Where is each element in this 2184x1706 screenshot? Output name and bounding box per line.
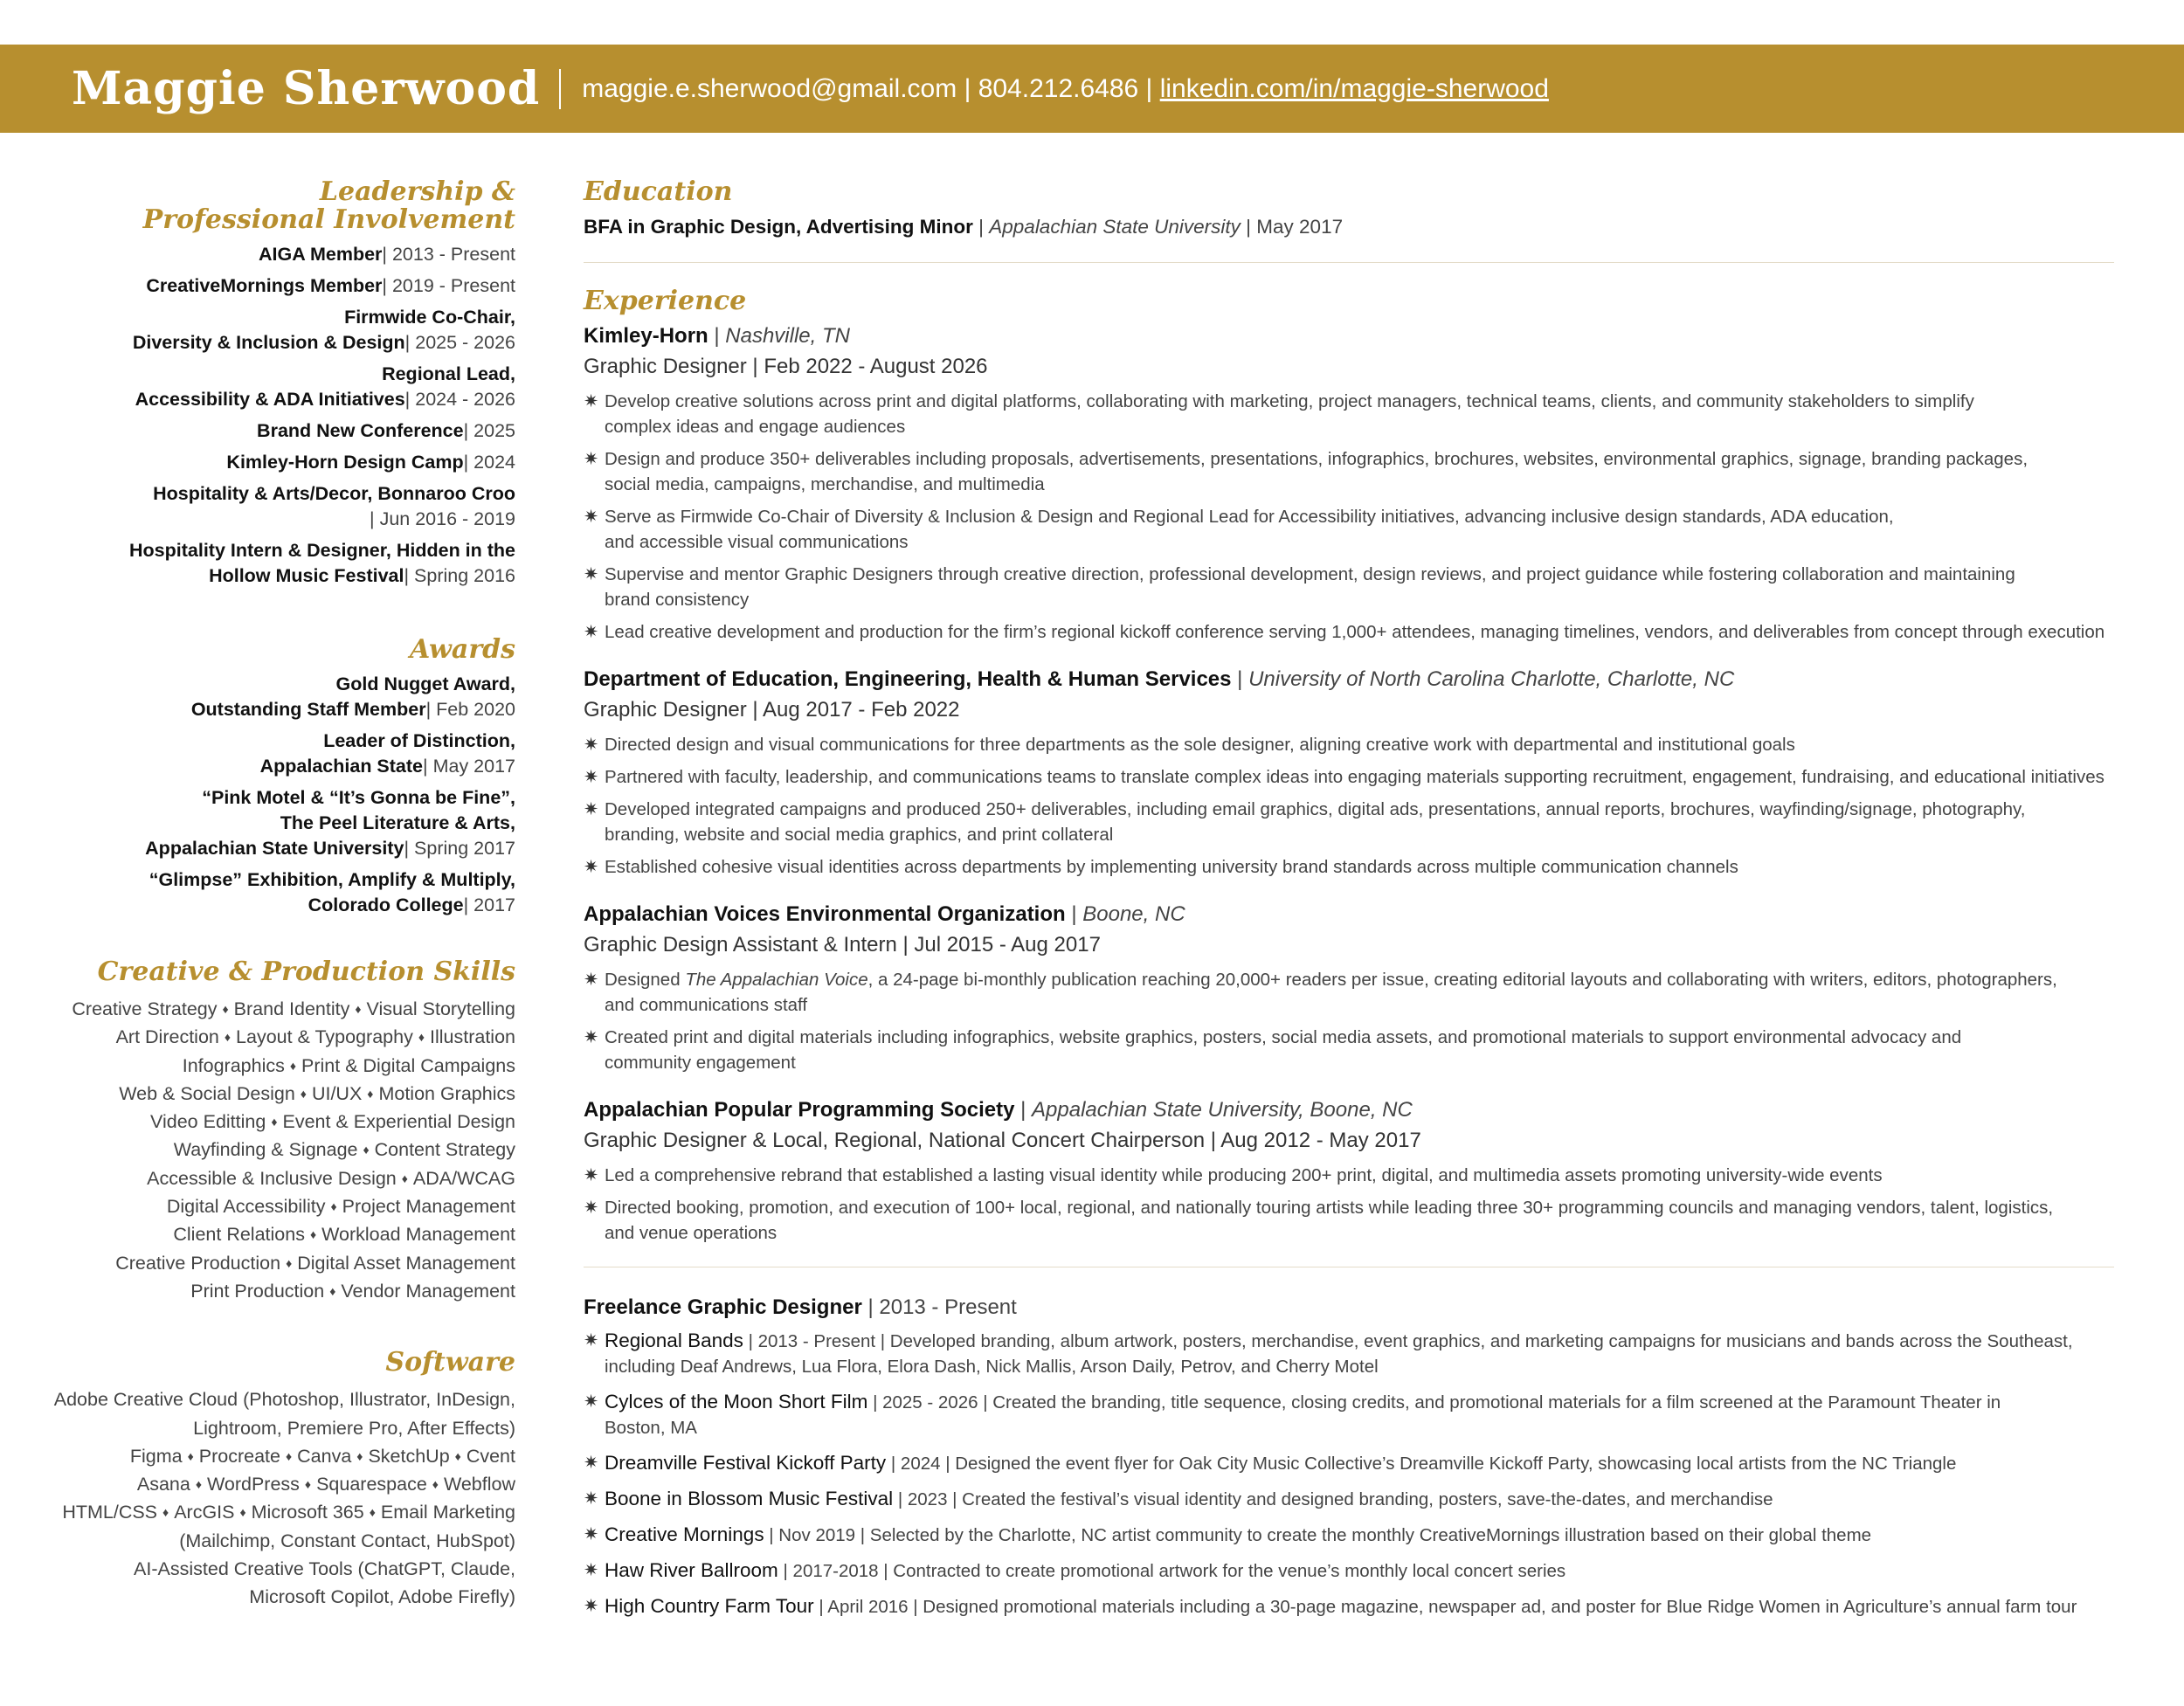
diamond-icon: ♦ bbox=[224, 1030, 232, 1045]
star-bullet-icon: ✷ bbox=[584, 622, 599, 642]
award-date: | 2017 bbox=[463, 894, 515, 915]
freelance-client: Regional Bands bbox=[605, 1330, 743, 1351]
skill-entry: Digital Asset Management bbox=[297, 1252, 515, 1274]
software-entry: Procreate bbox=[198, 1445, 280, 1467]
skill-line bbox=[35, 995, 515, 1023]
leadership-item-date: | 2024 bbox=[463, 452, 515, 473]
diamond-icon: ♦ bbox=[369, 1505, 376, 1520]
freelance-client-wrap bbox=[605, 1331, 749, 1351]
skill-line bbox=[35, 1277, 515, 1305]
star-bullet-icon: ✷ bbox=[584, 1524, 599, 1544]
software-line bbox=[35, 1414, 515, 1442]
award-title-line: Colorado College bbox=[308, 894, 464, 915]
freelance-client-wrap bbox=[605, 1454, 891, 1474]
skill-line bbox=[35, 1249, 515, 1277]
leadership-item-date: | 2025 bbox=[463, 420, 515, 441]
skill-entry: Brand Identity bbox=[233, 998, 350, 1019]
leadership-item bbox=[35, 538, 515, 589]
leadership-item bbox=[35, 450, 515, 475]
skill-line bbox=[35, 1108, 515, 1136]
award-title-line: Leader of Distinction, bbox=[323, 730, 515, 751]
software-line bbox=[35, 1583, 515, 1611]
bullet-text: Supervise and mentor Graphic Designers through creative direction, professional development, design reviews, and project guidance while fostering collaboration and maintaining bbox=[605, 564, 2015, 584]
leadership-list bbox=[35, 242, 515, 589]
job-dates: Aug 2012 - May 2017 bbox=[1220, 1129, 1421, 1152]
education-section bbox=[584, 178, 2114, 241]
award-title-line: The Peel Literature & Arts, bbox=[280, 812, 515, 833]
leadership-item bbox=[35, 305, 515, 356]
job-dates: Feb 2022 - August 2026 bbox=[764, 355, 988, 378]
bullet-item bbox=[584, 619, 2114, 645]
star-bullet-icon: ✷ bbox=[584, 1596, 599, 1616]
star-bullet-icon: ✷ bbox=[584, 1165, 599, 1185]
software-line bbox=[35, 1527, 515, 1555]
bullet-text-2: brand consistency bbox=[605, 590, 750, 610]
bullet-item bbox=[584, 1328, 2114, 1379]
job-entry bbox=[584, 899, 2114, 1075]
job-role-line bbox=[584, 351, 2114, 382]
bullet-text: Developed integrated campaigns and produced 250+ deliverables, including email graphics, digital ads, presentations, annual reports, brochures, wayfinding/signage, photography, bbox=[605, 799, 2026, 819]
header-divider bbox=[559, 69, 561, 109]
education-title: Education bbox=[584, 176, 733, 207]
bullet-item bbox=[584, 504, 2114, 555]
bullet-item bbox=[584, 389, 2114, 439]
job-org: Department of Education, Engineering, Health & Human Services bbox=[584, 667, 1232, 691]
diamond-icon: ♦ bbox=[289, 1058, 297, 1073]
star-bullet-icon: ✷ bbox=[584, 767, 599, 787]
star-bullet-icon: ✷ bbox=[584, 564, 599, 584]
bullet-text: Develop creative solutions across print and digital platforms, collaborating with marketing, project managers, technical teams, clients, and community stakeholders to simplify bbox=[605, 391, 1974, 411]
software-entry: Email Marketing bbox=[380, 1502, 515, 1523]
bullet-item bbox=[584, 1025, 2114, 1075]
bullet-text-2: branding, website and social media graphics, and print collateral bbox=[605, 825, 1114, 845]
education-date: May 2017 bbox=[1256, 216, 1344, 238]
bullet-text: Lead creative development and production for the firm’s regional kickoff conference serving 1,000+ attendees, managing timelines, vendors, and deliverables from concept through execution bbox=[605, 622, 2105, 642]
job-separator: | bbox=[746, 355, 764, 378]
bullet-text: | 2023 | Created the festival’s visual identity and designed branding, posters, save-the-dates, and merchandise bbox=[897, 1489, 1773, 1509]
bullet-text-2: community engagement bbox=[605, 1053, 796, 1073]
bullet-item bbox=[584, 1486, 2114, 1512]
freelance-client-wrap bbox=[605, 1392, 873, 1412]
bullet-item bbox=[584, 562, 2114, 612]
diamond-icon: ♦ bbox=[239, 1505, 246, 1520]
star-bullet-icon: ✷ bbox=[584, 1453, 599, 1473]
diamond-icon: ♦ bbox=[304, 1477, 312, 1492]
bullet-text: Serve as Firmwide Co-Chair of Diversity & Inclusion & Design and Regional Lead for Accessibility initiatives, advancing inclusive design standards, ADA education, bbox=[605, 507, 1894, 527]
job-org: Kimley-Horn bbox=[584, 324, 708, 348]
skill-entry: Visual Storytelling bbox=[366, 998, 515, 1019]
awards-title: Awards bbox=[410, 634, 515, 665]
bullet-item bbox=[584, 1450, 2114, 1476]
software-entry: Lightroom, Premiere Pro, After Effects) bbox=[193, 1417, 515, 1439]
diamond-icon: ♦ bbox=[286, 1255, 293, 1270]
leadership-item-title: Brand New Conference bbox=[257, 420, 464, 441]
skills-list bbox=[35, 995, 515, 1305]
software-entry: (Mailchimp, Constant Contact, HubSpot) bbox=[179, 1530, 515, 1551]
publication-title: The Appalachian Voice bbox=[685, 970, 868, 990]
diamond-icon: ♦ bbox=[162, 1505, 169, 1520]
bullet-text-2: and accessible visual communications bbox=[605, 532, 909, 552]
star-bullet-icon: ✷ bbox=[584, 1027, 599, 1047]
skill-entry: Project Management bbox=[342, 1196, 515, 1218]
experience-title: Experience bbox=[584, 286, 747, 316]
award-item bbox=[35, 729, 515, 779]
education-entry: BFA in Graphic Design, Advertising Minor | Appalachian State University | May 2017 bbox=[584, 216, 1344, 238]
job-separator: | bbox=[708, 324, 726, 348]
freelance-client: High Country Farm Tour bbox=[605, 1595, 814, 1617]
job-location: Boone, NC bbox=[1082, 902, 1185, 926]
leadership-item-title: AIGA Member bbox=[259, 244, 383, 265]
award-title-line: Outstanding Staff Member bbox=[190, 699, 426, 720]
freelance-client: Dreamville Festival Kickoff Party bbox=[605, 1452, 887, 1474]
award-title-line: “Pink Motel & “It’s Gonna be Fine”, bbox=[202, 787, 515, 808]
software-entry: Microsoft 365 bbox=[251, 1502, 364, 1523]
skill-entry: Print & Digital Campaigns bbox=[301, 1054, 515, 1076]
bullet-text: Created print and digital materials including infographics, website graphics, posters, social media assets, and promotional materials to support environmental advocacy and bbox=[605, 1027, 1962, 1047]
software-line bbox=[35, 1498, 515, 1526]
freelance-client-wrap bbox=[605, 1525, 769, 1545]
leadership-item-title: Firmwide Co-Chair, bbox=[344, 307, 515, 328]
bullet-text-2: Boston, MA bbox=[605, 1418, 697, 1438]
award-item bbox=[35, 867, 515, 918]
skill-line bbox=[35, 1220, 515, 1248]
skill-entry: Content Strategy bbox=[374, 1139, 515, 1161]
leadership-item-title: Kimley-Horn Design Camp bbox=[226, 452, 464, 473]
job-dates: Aug 2017 - Feb 2022 bbox=[763, 698, 960, 722]
job-role: Graphic Designer bbox=[584, 355, 747, 378]
bullet-text: | 2024 | Designed the event flyer for Oak City Music Collective’s Dreamville Kickoff Party, showcasing local artists from the NC Triangle bbox=[890, 1454, 1957, 1474]
diamond-icon: ♦ bbox=[330, 1199, 337, 1214]
leadership-item-title-2: Diversity & Inclusion & Design bbox=[132, 332, 405, 353]
bullet-text: | Nov 2019 | Selected by the Charlotte, NC artist community to create the monthly CreativeMornings illustration based on their global theme bbox=[769, 1525, 1872, 1545]
bullet-item bbox=[584, 854, 2114, 880]
software-entry: Webflow bbox=[443, 1474, 515, 1495]
job-location: Appalachian State University, Boone, NC bbox=[1032, 1098, 1413, 1122]
star-bullet-icon: ✷ bbox=[584, 970, 599, 990]
software-entry: WordPress bbox=[206, 1474, 300, 1495]
skill-entry: Web & Social Design bbox=[119, 1082, 295, 1104]
linkedin-link[interactable]: linkedin.com/in/maggie-sherwood bbox=[1159, 73, 1549, 103]
software-entry: ArcGIS bbox=[174, 1502, 235, 1523]
skill-line bbox=[35, 1023, 515, 1051]
diamond-icon: ♦ bbox=[285, 1448, 293, 1463]
skill-line bbox=[35, 1052, 515, 1080]
diamond-icon: ♦ bbox=[454, 1448, 461, 1463]
bullet-item bbox=[584, 764, 2114, 790]
software-entry: Figma bbox=[129, 1445, 183, 1467]
bullet-text-2: including Deaf Andrews, Lua Flora, Elora Dash, Nick Mallis, Arson Daily, Petrov, and Cherry Motel bbox=[605, 1357, 1379, 1377]
skill-entry: ADA/WCAG bbox=[412, 1167, 515, 1189]
job-header bbox=[584, 664, 2114, 694]
bullet-item bbox=[584, 1522, 2114, 1548]
leadership-item-title-2: Accessibility & ADA Initiatives bbox=[135, 389, 405, 410]
software-line bbox=[35, 1442, 515, 1470]
software-title: Software bbox=[385, 1347, 515, 1378]
software-entry: Asana bbox=[136, 1474, 190, 1495]
award-date: | Feb 2020 bbox=[425, 699, 515, 720]
leadership-item bbox=[35, 481, 515, 532]
diamond-icon: ♦ bbox=[355, 1002, 362, 1016]
award-date: | Spring 2017 bbox=[404, 838, 515, 859]
freelance-section bbox=[584, 1292, 2114, 1620]
skill-line bbox=[35, 1164, 515, 1192]
experience-section bbox=[584, 287, 2114, 1246]
job-separator: | bbox=[1205, 1129, 1221, 1152]
freelance-client-wrap bbox=[605, 1561, 784, 1581]
diamond-icon: ♦ bbox=[300, 1086, 307, 1101]
skill-entry: Event & Experiential Design bbox=[282, 1111, 515, 1133]
software-entry: SketchUp bbox=[368, 1445, 450, 1467]
leadership-title bbox=[35, 178, 515, 234]
star-bullet-icon: ✷ bbox=[584, 449, 599, 469]
skill-entry: Client Relations bbox=[173, 1224, 305, 1246]
diamond-icon: ♦ bbox=[195, 1477, 202, 1492]
award-date: | May 2017 bbox=[423, 756, 515, 777]
skill-entry: Creative Production bbox=[115, 1252, 281, 1274]
leadership-item-date: | 2024 - 2026 bbox=[404, 389, 515, 410]
diamond-icon: ♦ bbox=[356, 1448, 363, 1463]
software-entry: Squarespace bbox=[316, 1474, 427, 1495]
job-location: Nashville, TN bbox=[725, 324, 850, 348]
star-bullet-icon: ✷ bbox=[584, 857, 599, 877]
diamond-icon: ♦ bbox=[309, 1227, 317, 1242]
freelance-client: Boone in Blossom Music Festival bbox=[605, 1488, 894, 1509]
left-column bbox=[35, 178, 515, 1612]
star-bullet-icon: ✷ bbox=[584, 1392, 599, 1412]
skill-entry: Art Direction bbox=[115, 1026, 219, 1048]
bullet-item bbox=[584, 1389, 2114, 1440]
skill-entry: Motion Graphics bbox=[378, 1082, 515, 1104]
diamond-icon: ♦ bbox=[271, 1115, 278, 1129]
job-header bbox=[584, 899, 2114, 929]
leadership-title-line2: Professional Involvement bbox=[142, 204, 515, 235]
bullet-text: | April 2016 | Designed promotional materials including a 30-page magazine, newspaper ad, and poster for Blue Ridge Women in Agriculture’s annual farm tour bbox=[819, 1597, 2077, 1617]
leadership-title-line1: Leadership & bbox=[319, 176, 515, 207]
star-bullet-icon: ✷ bbox=[584, 1330, 599, 1350]
skill-entry: Print Production bbox=[190, 1280, 325, 1302]
job-org: Appalachian Voices Environmental Organization bbox=[584, 902, 1066, 926]
skill-line bbox=[35, 1080, 515, 1108]
leadership-item bbox=[35, 242, 515, 267]
leadership-item-title-2: Hollow Music Festival bbox=[209, 565, 404, 586]
award-item bbox=[35, 785, 515, 861]
degree: BFA in Graphic Design, Advertising Minor bbox=[584, 216, 973, 238]
leadership-item-title: CreativeMornings Member bbox=[146, 275, 383, 296]
job-entry bbox=[584, 664, 2114, 880]
software-line bbox=[35, 1385, 515, 1413]
school: Appalachian State University bbox=[989, 216, 1241, 238]
right-column bbox=[584, 178, 2114, 1620]
software-entry: HTML/CSS bbox=[62, 1502, 158, 1523]
job-separator: | bbox=[1065, 902, 1083, 926]
skill-entry: Infographics bbox=[182, 1054, 285, 1076]
bullet-item bbox=[584, 732, 2114, 757]
award-title-line: Gold Nugget Award, bbox=[335, 673, 515, 694]
skill-entry: Digital Accessibility bbox=[166, 1196, 326, 1218]
job-header bbox=[584, 321, 2114, 351]
star-bullet-icon: ✷ bbox=[584, 507, 599, 527]
software-line bbox=[35, 1470, 515, 1498]
job-separator: | bbox=[1014, 1098, 1033, 1122]
job-separator: | bbox=[1231, 667, 1249, 691]
job-separator: | bbox=[746, 698, 763, 722]
leadership-item-date: | Spring 2016 bbox=[404, 565, 515, 586]
bullet-text-2: social media, campaigns, merchandise, and multimedia bbox=[605, 474, 1045, 494]
diamond-icon: ♦ bbox=[187, 1448, 194, 1463]
bullet-text: | 2025 - 2026 | Created the branding, title sequence, closing credits, and promotional materials for a film screened at the Paramount Theater in bbox=[873, 1392, 2001, 1412]
skill-entry: Vendor Management bbox=[341, 1280, 515, 1302]
header-banner bbox=[0, 45, 2184, 133]
freelance-title: Freelance Graphic Designer bbox=[584, 1295, 862, 1319]
skill-entry: Illustration bbox=[430, 1026, 515, 1048]
freelance-list bbox=[584, 1328, 2114, 1620]
job-entry bbox=[584, 321, 2114, 645]
star-bullet-icon: ✷ bbox=[584, 1198, 599, 1218]
leadership-item bbox=[35, 418, 515, 444]
freelance-client: Cylces of the Moon Short Film bbox=[605, 1391, 868, 1412]
jobs-list bbox=[584, 321, 2114, 1246]
bullet-text: Design and produce 350+ deliverables including proposals, advertisements, presentations, infographics, brochures, websites, environmental graphics, signage, branding packages, bbox=[605, 449, 2028, 469]
skill-entry: Wayfinding & Signage bbox=[173, 1139, 358, 1161]
diamond-icon: ♦ bbox=[418, 1030, 425, 1045]
job-org: Appalachian Popular Programming Society bbox=[584, 1098, 1015, 1122]
bullet-text: Designed The Appalachian Voice, a 24-page bi-monthly publication reaching 20,000+ readers per issue, creating editorial layouts and collaborating with writers, editors, photographers, bbox=[605, 970, 2057, 990]
star-bullet-icon: ✷ bbox=[584, 1488, 599, 1509]
skills-title: Creative & Production Skills bbox=[97, 957, 515, 987]
star-bullet-icon: ✷ bbox=[584, 1560, 599, 1580]
job-role: Graphic Designer & Local, Regional, National Concert Chairperson bbox=[584, 1129, 1206, 1152]
job-dates: Jul 2015 - Aug 2017 bbox=[914, 933, 1101, 957]
leadership-item-title: Hospitality & Arts/Decor, Bonnaroo Croo bbox=[153, 483, 515, 504]
bullet-text-2: and communications staff bbox=[605, 995, 808, 1015]
award-title-line: Appalachian State bbox=[259, 756, 424, 777]
bullet-item bbox=[584, 1195, 2114, 1246]
award-title-line: “Glimpse” Exhibition, Amplify & Multiply, bbox=[149, 869, 515, 890]
bullet-text-2: complex ideas and engage audiences bbox=[605, 417, 906, 437]
bullet-text: Partnered with faculty, leadership, and communications teams to translate complex ideas into engaging materials supporting recruitment, engagement, fundraising, and educational initiatives bbox=[605, 767, 2105, 787]
leadership-item-title: Hospitality Intern & Designer, Hidden in the bbox=[129, 540, 515, 561]
bullet-text: | 2013 - Present | Developed branding, album artwork, posters, merchandise, event graphics, and marketing campaigns for musicians and bands across the Southeast, bbox=[748, 1331, 2073, 1351]
skill-line bbox=[35, 1136, 515, 1164]
bullet-text: | 2017-2018 | Contracted to create promotional artwork for the venue’s monthly local concert series bbox=[783, 1561, 1566, 1581]
bullet-item bbox=[584, 1558, 2114, 1584]
bullet-text: Directed design and visual communications for three departments as the sole designer, aligning creative work with departmental and institutional goals bbox=[605, 735, 1795, 755]
diamond-icon: ♦ bbox=[432, 1477, 439, 1492]
divider-rule bbox=[584, 262, 2114, 263]
skill-entry: UI/UX bbox=[311, 1082, 363, 1104]
bullet-item bbox=[584, 1163, 2114, 1188]
diamond-icon: ♦ bbox=[367, 1086, 374, 1101]
freelance-client: Creative Mornings bbox=[605, 1523, 764, 1545]
software-entry: Adobe Creative Cloud (Photoshop, Illustrator, InDesign, bbox=[53, 1389, 515, 1411]
skill-entry: Video Editting bbox=[150, 1111, 266, 1133]
bullet-text: Directed booking, promotion, and execution of 100+ local, regional, and nationally touring artists while leading three 30+ programming councils and managing vendors, talent, logistics, bbox=[605, 1198, 2054, 1218]
diamond-icon: ♦ bbox=[329, 1283, 336, 1298]
skill-entry: Creative Strategy bbox=[72, 998, 218, 1019]
skill-entry: Accessible & Inclusive Design bbox=[147, 1167, 397, 1189]
star-bullet-icon: ✷ bbox=[584, 391, 599, 411]
job-role-line bbox=[584, 694, 2114, 725]
job-header bbox=[584, 1095, 2114, 1125]
bullet-item bbox=[584, 446, 2114, 497]
leadership-item-date: | Jun 2016 - 2019 bbox=[370, 508, 515, 529]
software-entry: AI-Assisted Creative Tools (ChatGPT, Claude, bbox=[134, 1558, 515, 1580]
job-role-line bbox=[584, 1125, 2114, 1156]
software-entry: Cvent bbox=[466, 1445, 515, 1467]
skill-entry: Layout & Typography bbox=[236, 1026, 413, 1048]
bullet-item bbox=[584, 1593, 2114, 1620]
bullet-text-2: and venue operations bbox=[605, 1223, 778, 1243]
leadership-item-date: | 2019 - Present bbox=[382, 275, 515, 296]
job-entry bbox=[584, 1095, 2114, 1246]
awards-list bbox=[35, 672, 515, 918]
diamond-icon: ♦ bbox=[222, 1002, 229, 1016]
award-item bbox=[35, 672, 515, 722]
bullet-text: Established cohesive visual identities across departments by implementing university brand standards across multiple communication channels bbox=[605, 857, 1738, 877]
bullet-item bbox=[584, 797, 2114, 847]
skill-entry: Workload Management bbox=[321, 1224, 515, 1246]
star-bullet-icon: ✷ bbox=[584, 735, 599, 755]
freelance-client-wrap bbox=[605, 1489, 898, 1509]
freelance-client-wrap bbox=[605, 1597, 819, 1617]
award-title-line: Appalachian State University bbox=[145, 838, 404, 859]
software-line bbox=[35, 1555, 515, 1583]
freelance-dates: 2013 - Present bbox=[879, 1295, 1017, 1319]
resume-name: Maggie Sherwood bbox=[72, 62, 541, 115]
leadership-item-date: | 2013 - Present bbox=[382, 244, 515, 265]
bullet-text: Led a comprehensive rebrand that established a lasting visual identity while producing 200+ print, digital, and multimedia assets promoting university-wide events bbox=[605, 1165, 1883, 1185]
diamond-icon: ♦ bbox=[401, 1171, 408, 1185]
skill-line bbox=[35, 1192, 515, 1220]
job-role: Graphic Design Assistant & Intern bbox=[584, 933, 897, 957]
leadership-section bbox=[35, 178, 515, 589]
diamond-icon: ♦ bbox=[363, 1143, 370, 1157]
skills-section bbox=[35, 958, 515, 1305]
leadership-item-title: Regional Lead, bbox=[382, 363, 515, 384]
software-entry: Microsoft Copilot, Adobe Firefly) bbox=[249, 1586, 515, 1608]
bullet-item bbox=[584, 967, 2114, 1018]
leadership-item bbox=[35, 273, 515, 299]
awards-section bbox=[35, 636, 515, 918]
job-role-line bbox=[584, 929, 2114, 960]
software-entry: Canva bbox=[297, 1445, 352, 1467]
freelance-header: Freelance Graphic Designer | 2013 - Present bbox=[584, 1295, 1017, 1319]
leadership-item bbox=[35, 362, 515, 412]
contact-line bbox=[582, 74, 1549, 104]
job-role: Graphic Designer bbox=[584, 698, 747, 722]
contact-email-phone: maggie.e.sherwood@gmail.com | 804.212.6486 | bbox=[582, 73, 1153, 103]
freelance-client: Haw River Ballroom bbox=[605, 1559, 778, 1581]
leadership-item-date: | 2025 - 2026 bbox=[404, 332, 515, 353]
job-separator: | bbox=[896, 933, 915, 957]
star-bullet-icon: ✷ bbox=[584, 799, 599, 819]
job-location: University of North Carolina Charlotte, Charlotte, NC bbox=[1248, 667, 1735, 691]
software-list bbox=[35, 1385, 515, 1611]
software-section bbox=[35, 1349, 515, 1611]
